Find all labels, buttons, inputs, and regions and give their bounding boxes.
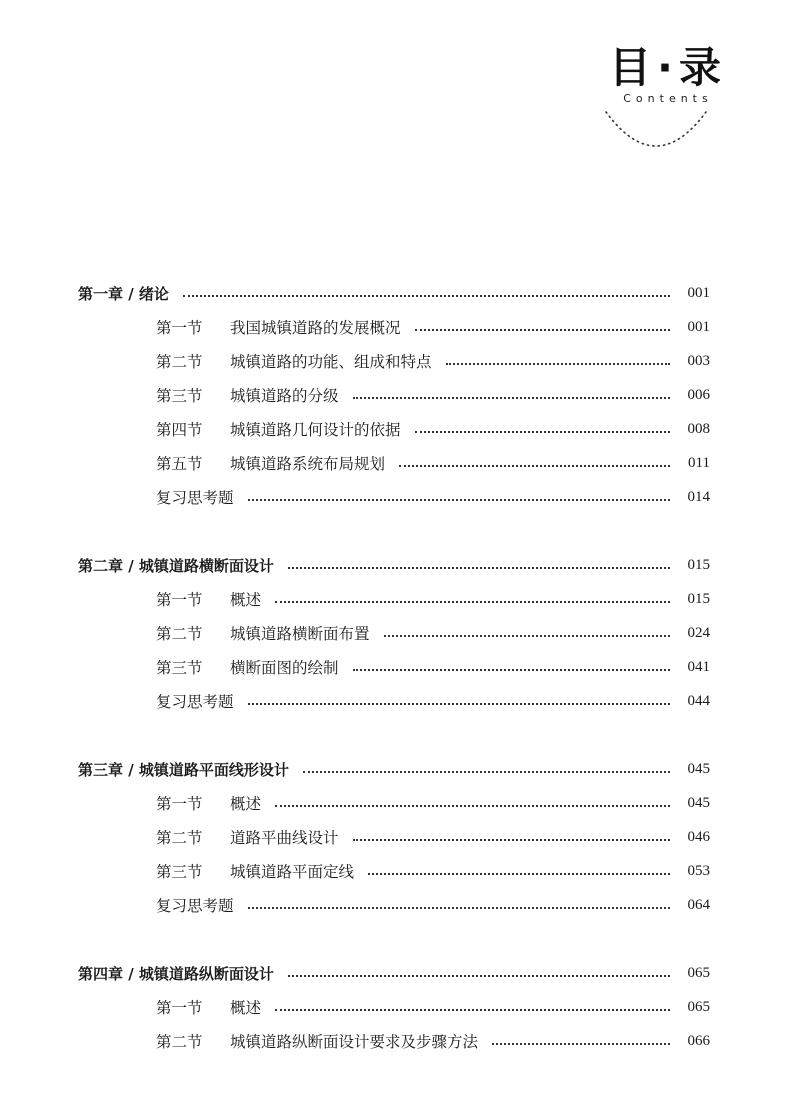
section-title: 城镇道路纵断面设计要求及步骤方法 — [230, 1033, 479, 1051]
page-number: 065 — [687, 998, 710, 1015]
dot-leader — [275, 805, 670, 807]
page-number: 001 — [687, 284, 710, 301]
section-title: 横断面图的绘制 — [230, 659, 339, 677]
chapter-title: 第三章 / 城镇道路平面线形设计 — [78, 760, 289, 779]
section-title: 复习思考题 — [156, 897, 234, 915]
toc-chapter-row[interactable] — [0, 959, 790, 987]
section-number: 第一节 — [156, 795, 203, 813]
dot-leader — [446, 363, 670, 365]
dot-leader — [275, 1009, 670, 1011]
toc-section-row[interactable] — [0, 415, 790, 443]
page-number: 011 — [688, 454, 710, 471]
section-label — [156, 622, 370, 644]
toc-chapter-row[interactable] — [0, 755, 790, 783]
dot-leader — [248, 703, 670, 705]
page-number: 053 — [687, 862, 710, 879]
toc-section-row[interactable] — [0, 619, 790, 647]
section-label — [156, 860, 354, 882]
section-title: 道路平曲线设计 — [230, 829, 339, 847]
page-number: 003 — [687, 352, 710, 369]
page-number: 041 — [687, 658, 710, 675]
section-title: 城镇道路系统布局规划 — [230, 455, 386, 473]
toc-section-row[interactable] — [0, 653, 790, 681]
section-label — [156, 792, 261, 814]
toc-section-row[interactable] — [0, 313, 790, 341]
page-number: 045 — [687, 760, 710, 777]
page-number: 006 — [687, 386, 710, 403]
dot-leader — [353, 397, 670, 399]
page-number: 014 — [687, 488, 710, 505]
dot-leader — [384, 635, 670, 637]
section-label — [156, 316, 401, 338]
section-number: 第一节 — [156, 591, 203, 609]
dot-leader — [353, 669, 670, 671]
section-title: 概述 — [230, 999, 262, 1017]
section-label — [156, 826, 339, 848]
toc-section-row[interactable] — [0, 823, 790, 851]
section-title: 城镇道路几何设计的依据 — [230, 421, 401, 439]
section-number: 第三节 — [156, 659, 203, 677]
page-number: 008 — [687, 420, 710, 437]
section-number: 第四节 — [156, 421, 203, 439]
page-number: 045 — [687, 794, 710, 811]
page-number: 015 — [687, 556, 710, 573]
dot-leader — [399, 465, 670, 467]
section-title: 城镇道路的分级 — [230, 387, 339, 405]
chapter-title: 第一章 / 绪论 — [78, 284, 169, 303]
toc-section-row[interactable] — [0, 381, 790, 409]
chapter-title: 第二章 / 城镇道路横断面设计 — [78, 556, 274, 575]
dot-leader — [353, 839, 670, 841]
page-number: 015 — [687, 590, 710, 607]
dot-leader — [288, 975, 670, 977]
section-number: 第二节 — [156, 829, 203, 847]
section-number: 第二节 — [156, 1033, 203, 1051]
section-label — [156, 418, 401, 440]
dot-leader — [275, 601, 670, 603]
section-number: 第二节 — [156, 625, 203, 643]
page-number: 046 — [687, 828, 710, 845]
section-title: 城镇道路的功能、组成和特点 — [230, 353, 432, 371]
chapter-title: 第四章 / 城镇道路纵断面设计 — [78, 964, 274, 983]
dot-leader — [492, 1043, 670, 1045]
toc-section-row[interactable] — [0, 1027, 790, 1055]
section-label — [156, 996, 261, 1018]
toc-section-row[interactable] — [0, 585, 790, 613]
section-title: 城镇道路横断面布置 — [230, 625, 370, 643]
section-title: 城镇道路平面定线 — [230, 863, 355, 881]
dot-leader — [288, 567, 670, 569]
toc-section-row[interactable] — [0, 857, 790, 885]
toc-section-row[interactable] — [0, 449, 790, 477]
page-title: 目·录 — [609, 43, 727, 92]
toc-chapter-row[interactable] — [0, 551, 790, 579]
section-label — [156, 486, 234, 508]
section-title: 复习思考题 — [156, 693, 234, 711]
section-label — [156, 452, 385, 474]
section-title: 复习思考题 — [156, 489, 234, 507]
toc-section-row[interactable] — [0, 789, 790, 817]
section-title: 我国城镇道路的发展概况 — [230, 319, 401, 337]
section-number: 第三节 — [156, 387, 203, 405]
section-label — [156, 588, 261, 610]
section-number: 第五节 — [156, 455, 203, 473]
toc-section-row[interactable] — [0, 891, 790, 919]
dot-leader — [368, 873, 670, 875]
page-subtitle: Contents — [623, 92, 713, 105]
page-number: 044 — [687, 692, 710, 709]
section-label — [156, 384, 339, 406]
toc-section-row[interactable] — [0, 347, 790, 375]
toc-section-row[interactable] — [0, 993, 790, 1021]
dot-leader — [183, 295, 670, 297]
toc-chapter-row[interactable] — [0, 279, 790, 307]
section-title: 概述 — [230, 591, 262, 609]
section-number: 第一节 — [156, 319, 203, 337]
section-label — [156, 350, 432, 372]
dot-leader — [415, 329, 670, 331]
dot-leader — [303, 771, 670, 773]
section-label — [156, 1030, 478, 1052]
section-label — [156, 656, 339, 678]
page-number: 001 — [687, 318, 710, 335]
page-number: 064 — [687, 896, 710, 913]
toc-section-row[interactable] — [0, 483, 790, 511]
page-number: 066 — [687, 1032, 710, 1049]
dot-leader — [248, 499, 670, 501]
page-number: 024 — [687, 624, 710, 641]
section-number: 第三节 — [156, 863, 203, 881]
dot-leader — [415, 431, 670, 433]
section-label — [156, 690, 234, 712]
section-number: 第一节 — [156, 999, 203, 1017]
section-number: 第二节 — [156, 353, 203, 371]
section-title: 概述 — [230, 795, 262, 813]
page-number: 065 — [687, 964, 710, 981]
section-label — [156, 894, 234, 916]
dot-leader — [248, 907, 670, 909]
toc-section-row[interactable] — [0, 687, 790, 715]
